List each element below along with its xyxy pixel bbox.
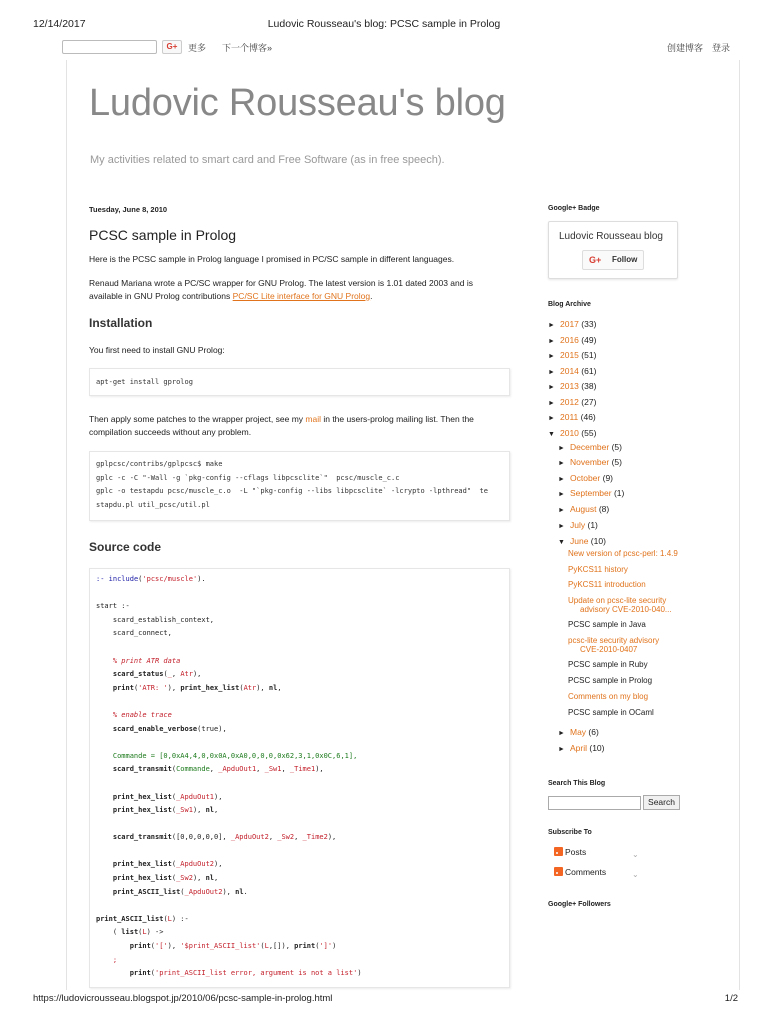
collapse-triangle-icon: ► xyxy=(548,400,555,407)
archive-post-link[interactable]: PCSC sample in Java xyxy=(568,620,646,629)
code-line: % enable trace xyxy=(96,710,172,719)
collapse-triangle-icon: ► xyxy=(558,445,565,452)
code-line: gplpcsc/contribs/gplpcsc$ make xyxy=(96,460,223,468)
post-column xyxy=(89,205,512,978)
archive-month-december[interactable]: ► December (5) xyxy=(558,442,622,452)
blog-title[interactable]: Ludovic Rousseau's blog xyxy=(89,82,506,124)
collapse-triangle-icon: ► xyxy=(548,384,555,391)
installation-heading: Installation xyxy=(89,316,153,330)
rss-feed-icon xyxy=(554,847,563,856)
post-title[interactable]: PCSC sample in Prolog xyxy=(89,227,237,243)
code-line: scard_connect, xyxy=(96,629,172,638)
install-intro xyxy=(89,344,499,357)
archive-year-2013[interactable]: ► 2013 (38) xyxy=(548,381,597,391)
next-blog-link[interactable]: 下一个博客» xyxy=(222,43,273,53)
code-line: gplc -c -C "-Wall -g `pkg-config --cflags libpcsclite`" pcsc/muscle_c.c xyxy=(96,473,400,482)
subscribe-title: Subscribe To xyxy=(548,829,592,836)
archive-year-2012[interactable]: ► 2012 (27) xyxy=(548,397,597,407)
code-line: print('['), '$print_ASCII_list'(L,[]), print(']') xyxy=(96,942,337,951)
collapse-triangle-icon: ► xyxy=(558,460,565,467)
print-url: https://ludovicrousseau.blogspot.jp/2010/06/pcsc-sample-in-prolog.html xyxy=(33,993,333,1004)
print-doc-title: Ludovic Rousseau's blog: PCSC sample in Prolog xyxy=(267,18,501,30)
code-line: print_ASCII_list(L) :- xyxy=(96,914,189,923)
search-button[interactable]: Search xyxy=(643,795,680,810)
more-link[interactable]: 更多 xyxy=(188,43,207,53)
archive-month-july[interactable]: ► July (1) xyxy=(558,520,598,530)
archive-post-link-cont[interactable]: advisory CVE-2010-040... xyxy=(580,605,672,614)
code-line: print_hex_list(_Sw1), nl, xyxy=(96,806,219,815)
collapse-triangle-icon: ► xyxy=(558,523,565,530)
patch-text-3: compilation succeeds without any problem. xyxy=(89,427,252,437)
archive-month-june[interactable]: ▼ June (10) xyxy=(558,536,606,546)
code-line: scard_establish_context, xyxy=(96,615,215,624)
code-line xyxy=(96,845,503,859)
archive-year-2010[interactable]: ▼ 2010 (55) xyxy=(548,428,597,438)
post-intro xyxy=(89,253,499,266)
code-line: :- include('pcsc/muscle'). xyxy=(96,575,206,583)
compile-code-block xyxy=(89,451,510,521)
code-line xyxy=(96,777,503,791)
collapse-triangle-icon: ► xyxy=(548,338,555,345)
code-line xyxy=(96,641,503,655)
wrapper-text-end: . xyxy=(370,291,373,301)
search-this-blog-title: Search This Blog xyxy=(548,780,606,787)
collapse-triangle-icon: ► xyxy=(558,476,565,483)
wrapper-text-1: Renaud Mariana wrote a PC/SC wrapper for GNU Prolog. The latest version is 1.01 dated 2003 and is xyxy=(89,278,473,288)
code-line xyxy=(96,899,503,913)
archive-year-2016[interactable]: ► 2016 (49) xyxy=(548,335,597,345)
archive-month-april[interactable]: ► April (10) xyxy=(558,743,605,753)
archive-post-link[interactable]: Comments on my blog xyxy=(568,692,649,701)
badge-blog-name[interactable]: Ludovic Rousseau blog xyxy=(559,231,663,242)
patch-text-1: Then apply some patches to the wrapper project, see my xyxy=(89,414,306,424)
collapse-triangle-icon: ► xyxy=(558,730,565,737)
code-line: scard_enable_verbose(true), xyxy=(96,724,227,733)
code-line: print('print_ASCII_list error, argument is not a list') xyxy=(96,969,362,978)
patch-paragraph xyxy=(89,413,499,439)
chevron-down-icon[interactable]: ⌄ xyxy=(632,850,639,859)
follow-label: Follow xyxy=(612,255,638,264)
intro-text: Here is the PCSC sample in Prolog language I promised in PC/SC sample in different languages. xyxy=(89,254,455,264)
archive-month-september[interactable]: ► September (1) xyxy=(558,488,625,498)
wrapper-text-2: available in GNU Prolog contributions xyxy=(89,291,233,301)
follow-button[interactable] xyxy=(582,250,644,270)
print-footer xyxy=(33,993,738,1007)
code-line: % print ATR data xyxy=(96,656,181,665)
archive-post-link-cont[interactable]: CVE-2010-0407 xyxy=(580,645,638,654)
patch-text-2: in the users-prolog mailing list. Then the xyxy=(320,414,474,424)
install-intro-text: You first need to install GNU Prolog: xyxy=(89,345,225,355)
source-code-block xyxy=(89,568,510,988)
archive-month-october[interactable]: ► October (9) xyxy=(558,473,613,483)
subscribe-posts[interactable]: Posts xyxy=(554,847,586,857)
code-line: scard_transmit(Commande, _ApduOut1, _Sw1, _Time1), xyxy=(96,765,324,774)
code-line xyxy=(96,695,503,709)
code-line: ( list(L) -> xyxy=(96,928,164,937)
code-line xyxy=(96,736,503,750)
print-date: 12/14/2017 xyxy=(33,18,86,30)
create-blog-link[interactable]: 创建博客 xyxy=(667,43,704,53)
mail-link[interactable]: mail xyxy=(305,414,321,424)
archive-year-2017[interactable]: ► 2017 (33) xyxy=(548,319,597,329)
collapse-triangle-icon: ► xyxy=(558,491,565,498)
archive-post-link[interactable]: New version of pcsc-perl: 1.4.9 xyxy=(568,549,678,558)
archive-post-link[interactable]: PCSC sample in OCaml xyxy=(568,708,654,717)
collapse-triangle-icon: ► xyxy=(548,415,555,422)
pcsc-lite-gnu-prolog-link[interactable]: PC/SC Lite interface for GNU Prolog xyxy=(232,291,371,301)
chevron-down-icon[interactable]: ⌄ xyxy=(632,870,639,879)
gplus-icon: G+ xyxy=(589,255,602,265)
code-line: apt-get install gprolog xyxy=(96,378,193,386)
archive-post-link[interactable]: PyKCS11 introduction xyxy=(568,580,646,589)
rss-feed-icon xyxy=(554,867,563,876)
archive-month-august[interactable]: ► August (8) xyxy=(558,504,610,514)
code-line: gplc -o testapdu pcsc/muscle_c.o -L "`pkg-config --libs libpcsclite` -lcrypto -lpthread" te xyxy=(96,487,488,495)
archive-post-link[interactable]: Update on pcsc-lite security xyxy=(568,596,667,605)
gplus-share-button[interactable]: G+ xyxy=(162,40,182,54)
gplus-followers-title: Google+ Followers xyxy=(548,901,611,908)
code-line: print_hex_list(_ApduOut1), xyxy=(96,792,223,801)
code-line xyxy=(96,818,503,832)
code-line xyxy=(96,587,503,601)
blog-archive-title: Blog Archive xyxy=(548,301,591,308)
archive-post-link[interactable]: pcsc-lite security advisory xyxy=(568,636,660,645)
archive-post-current[interactable]: PCSC sample in Prolog xyxy=(568,676,653,685)
subscribe-comments[interactable]: Comments xyxy=(554,867,606,877)
print-header xyxy=(33,18,735,32)
blog-search-input[interactable] xyxy=(548,796,641,810)
collapse-triangle-icon: ► xyxy=(558,507,565,514)
collapse-triangle-icon: ► xyxy=(548,322,555,329)
code-line: stapdu.pl util_pcsc/util.pl xyxy=(96,500,210,509)
archive-post-link[interactable]: PCSC sample in Ruby xyxy=(568,660,648,669)
expand-triangle-icon: ▼ xyxy=(558,539,565,546)
blog-description: My activities related to smart card and Free Software (as in free speech). xyxy=(90,154,445,166)
code-line: ; xyxy=(96,955,118,964)
install-code-block xyxy=(89,368,510,396)
archive-year-2015[interactable]: ► 2015 (51) xyxy=(548,350,597,360)
archive-month-november[interactable]: ► November (5) xyxy=(558,457,622,467)
code-line: print_hex_list(_ApduOut2), xyxy=(96,860,223,869)
code-line: print_hex_list(_Sw2), nl, xyxy=(96,874,219,883)
login-link[interactable]: 登录 xyxy=(712,43,731,53)
collapse-triangle-icon: ► xyxy=(548,369,555,376)
source-code-heading: Source code xyxy=(89,540,162,554)
code-line: Commande = [0,0xA4,4,0,0x0A,0xA0,0,0,0,0x62,3,1,0x0C,6,1], xyxy=(96,751,358,760)
navbar-search-input[interactable] xyxy=(62,40,157,54)
archive-year-2011[interactable]: ► 2011 (46) xyxy=(548,412,596,422)
code-line: start :- xyxy=(96,602,130,611)
gplus-badge-title: Google+ Badge xyxy=(548,205,600,212)
blogger-navbar xyxy=(62,40,742,56)
post-date: Tuesday, June 8, 2010 xyxy=(89,205,168,214)
gplus-badge xyxy=(548,221,678,279)
collapse-triangle-icon: ► xyxy=(558,746,565,753)
expand-triangle-icon: ▼ xyxy=(548,431,555,438)
archive-month-may[interactable]: ► May (6) xyxy=(558,727,599,737)
code-line: print('ATR: '), print_hex_list(Atr), nl, xyxy=(96,683,282,692)
collapse-triangle-icon: ► xyxy=(548,353,555,360)
code-line: scard_transmit([0,0,0,0,0], _ApduOut2, _Sw2, _Time2), xyxy=(96,833,337,842)
archive-year-2014[interactable]: ► 2014 (61) xyxy=(548,366,597,376)
code-line: scard_status(_, Atr), xyxy=(96,670,202,679)
print-page-number: 1/2 xyxy=(724,993,738,1004)
post-paragraph-wrapper xyxy=(89,277,499,303)
code-line: print_ASCII_list(_ApduOut2), nl. xyxy=(96,887,248,896)
archive-post-link[interactable]: PyKCS11 history xyxy=(568,565,628,574)
